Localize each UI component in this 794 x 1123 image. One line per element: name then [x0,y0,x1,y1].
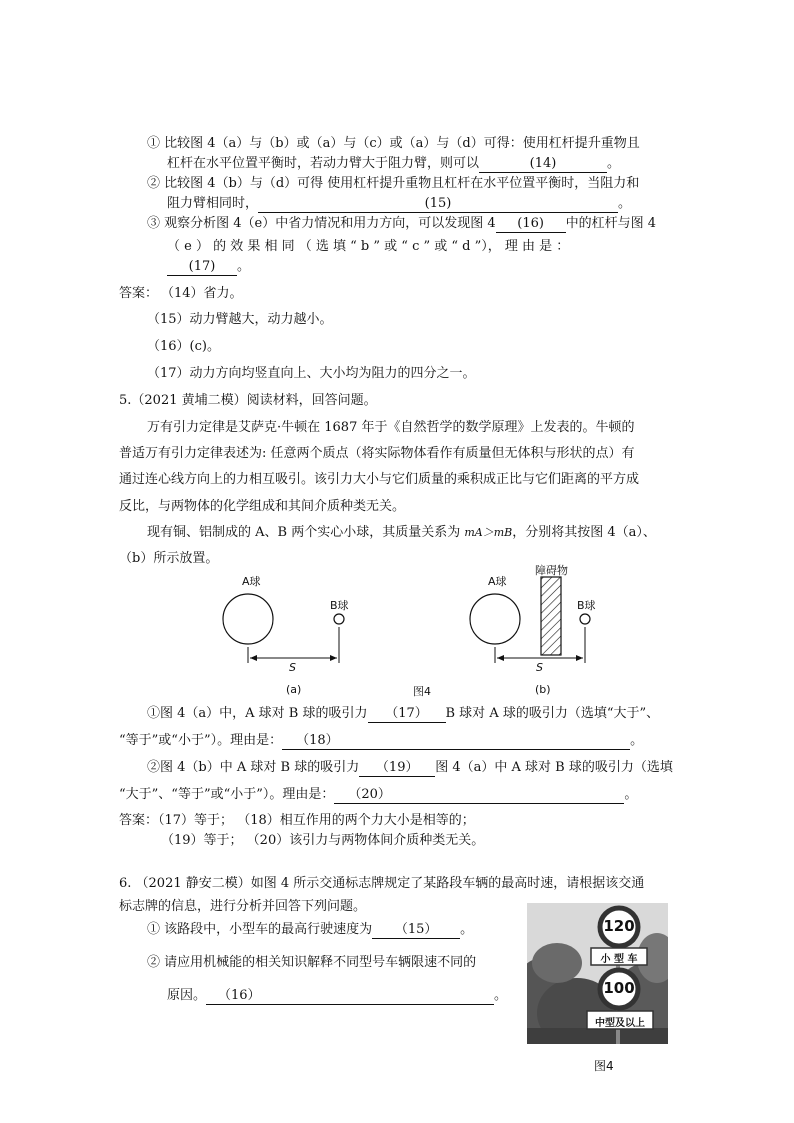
ball-a-left [223,594,273,644]
mass-relation: mA＞mB [464,526,513,539]
q4-answer-label: 答案： [119,286,159,301]
q4-item3-end: 。 [237,259,251,274]
arrow-a-right [330,655,337,661]
q4-item2-text: 阻力臂相同时， [167,196,259,211]
q5-para1-line1: 万有引力定律是艾萨克·牛顿在 1687 年于《自然哲学的数学原理》上发表的。牛顿的 [147,420,635,435]
q5-answer-line1 [119,811,475,831]
obstacle [541,577,561,655]
q4-answer-17: （17）动力方向均竖直向上、大小均为阻力的四分之一。 [147,366,476,381]
q5-sub1-line1 [147,704,659,724]
label-distance-b: S [536,661,543,674]
q5-para2-line2: （b）所示放置。 [119,551,219,566]
label-b-ball-right: B球 [577,599,596,612]
label-distance-a: S [289,661,296,674]
q5-heading: 5.（2021 黄埔二模）阅读材料，回答问题。 [119,393,377,408]
arrow-b-right [576,655,583,661]
sign-label2-text: 中型及以上 [595,1018,645,1029]
sub-caption-b: (b) [535,683,551,696]
q4-item1-line1: ① 比较图 4（a）与（b）或（a）与（c）或（a）与（d）可得：使用杠杆提升重物且 [147,136,640,151]
blank-q6-15[interactable]: （15） [372,922,460,939]
blank-16[interactable]: (16) [496,216,566,233]
ball-b-left [334,614,344,624]
q5-sub1-end: 。 [630,733,644,748]
blank-17[interactable]: (17) [167,259,237,276]
q4-item1-end: 。 [607,156,621,171]
arrow-a-left [250,655,257,661]
q6-line2: 标志牌的信息，进行分析并回答下列问题。 [119,899,367,914]
q5-answer-17-18: （17）等于； （18）相互作用的两个力大小是相等的； [158,813,475,828]
arrow-b-left [497,655,504,661]
blank-15[interactable]: (15) [258,196,618,213]
q4-answer-15: （15）动力臂越大，动力越小。 [147,312,333,327]
figure-caption-4: 图4 [413,685,431,698]
q5-sub2-line2 [119,785,637,805]
blank-q5-18[interactable]: （18） [282,733,630,750]
sign-speed1-text: 120 [603,917,635,935]
q5-para1-line2: 普适万有引力定律表述为: 任意两个质点（将实际物体看作有质量但无体积与形状的点）有 [119,446,635,461]
q5-para2-text-a: 现有铜、铝制成的 A、B 两个实心小球，其质量关系为 [147,525,465,540]
q4-item2-line1: ② 比较图 4（b）与（d）可得 使用杠杆提升重物且杠杆在水平位置平衡时，当阻力和 [147,176,640,191]
sign-speed2-text: 100 [603,979,635,997]
q4-item1-text: 杠杆在水平位置平衡时，若动力臂大于阻力臂，则可以 [167,156,480,171]
q5-sub2-line1 [147,758,673,778]
label-a-ball-left: A球 [242,575,261,588]
q5-sub1-text-a: ①图 4（a）中，A 球对 B 球的吸引力 [147,706,368,721]
q5-sub2-end: 。 [624,787,638,802]
blank-q5-20[interactable]: （20） [334,787,624,804]
q4-item3-text-a: ③ 观察分析图 4（e）中省力情况和用力方向，可以发现图 4 [147,216,496,231]
blank-q6-16[interactable]: （16） [206,988,494,1005]
q6-line1: 6. （2021 静安二模）如图 4 所示交通标志牌规定了某路段车辆的最高时速，请根据该交通 [119,876,645,891]
q5-sub1-text-c: “等于”或“小于”）。理由是： [119,733,283,748]
q6-figure-caption: 图4 [594,1059,614,1073]
q5-sub2-text-c: “大于”、“等于”或“小于”）。理由是： [119,787,335,802]
q4-answer-16: （16）(c)。 [147,339,220,354]
q4-answer-14: （14）省力。 [161,286,243,301]
q5-sub1-line2 [119,731,643,751]
ball-b-right [580,614,590,624]
sign-label1-text: 小 型 车 [600,954,638,965]
q5-para1-line4: 反比，与两物体的化学组成和其间介质种类无关。 [119,499,406,514]
q6-sub2-line2 [167,986,507,1006]
q6-sub2-end: 。 [494,988,508,1003]
q6-sub1-text: ① 该路段中，小型车的最高行驶速度为 [147,922,373,937]
blank-q5-17[interactable]: （17） [368,706,446,723]
q6-sub1-end: 。 [460,922,474,937]
q5-sub1-text-b: B 球对 A 球的吸引力（选填“大于”、 [445,706,660,721]
q5-para2-text-b: ，分别将其按图 4（a）、 [512,525,656,540]
label-a-ball-right: A球 [488,575,507,588]
sub-caption-a: (a) [286,683,302,696]
ball-a-right [470,594,520,644]
label-b-ball-left: B球 [330,599,349,612]
q6-sub1 [147,920,473,940]
q6-sub2-line1: ② 请应用机械能的相关知识解释不同型号车辆限速不同的 [147,955,477,970]
label-obstacle: 障碍物 [535,564,568,577]
q5-sub2-text-a: ②图 4（b）中 A 球对 B 球的吸引力 [147,760,360,775]
q4-item3-line2: （ e ） 的 效 果 相 同 （ 选 填 “ b ” 或 “ c ” 或 “ d ”）， 理 由 是 ： [167,239,570,254]
q5-answer-label: 答案： [119,813,159,828]
q5-answer-19-20: （19）等于； （20）该引力与两物体间介质种类无关。 [161,833,485,848]
q5-para1-line3: 通过连心线方向上的力相互吸引。该引力大小与它们质量的乘积成正比与它们距离的平方成 [119,472,640,487]
q4-item2-end: 。 [618,196,632,211]
q4-item3-text-b: 中的杠杆与图 4 [565,216,657,231]
q5-sub2-text-b: 图 4（a）中 A 球对 B 球的吸引力（选填 [435,760,673,775]
blank-14[interactable]: (14) [479,156,607,173]
traffic-sign-photo [527,903,668,1044]
blank-q5-19[interactable]: （19） [359,760,435,777]
q6-sub2-text: 原因。 [167,988,207,1003]
